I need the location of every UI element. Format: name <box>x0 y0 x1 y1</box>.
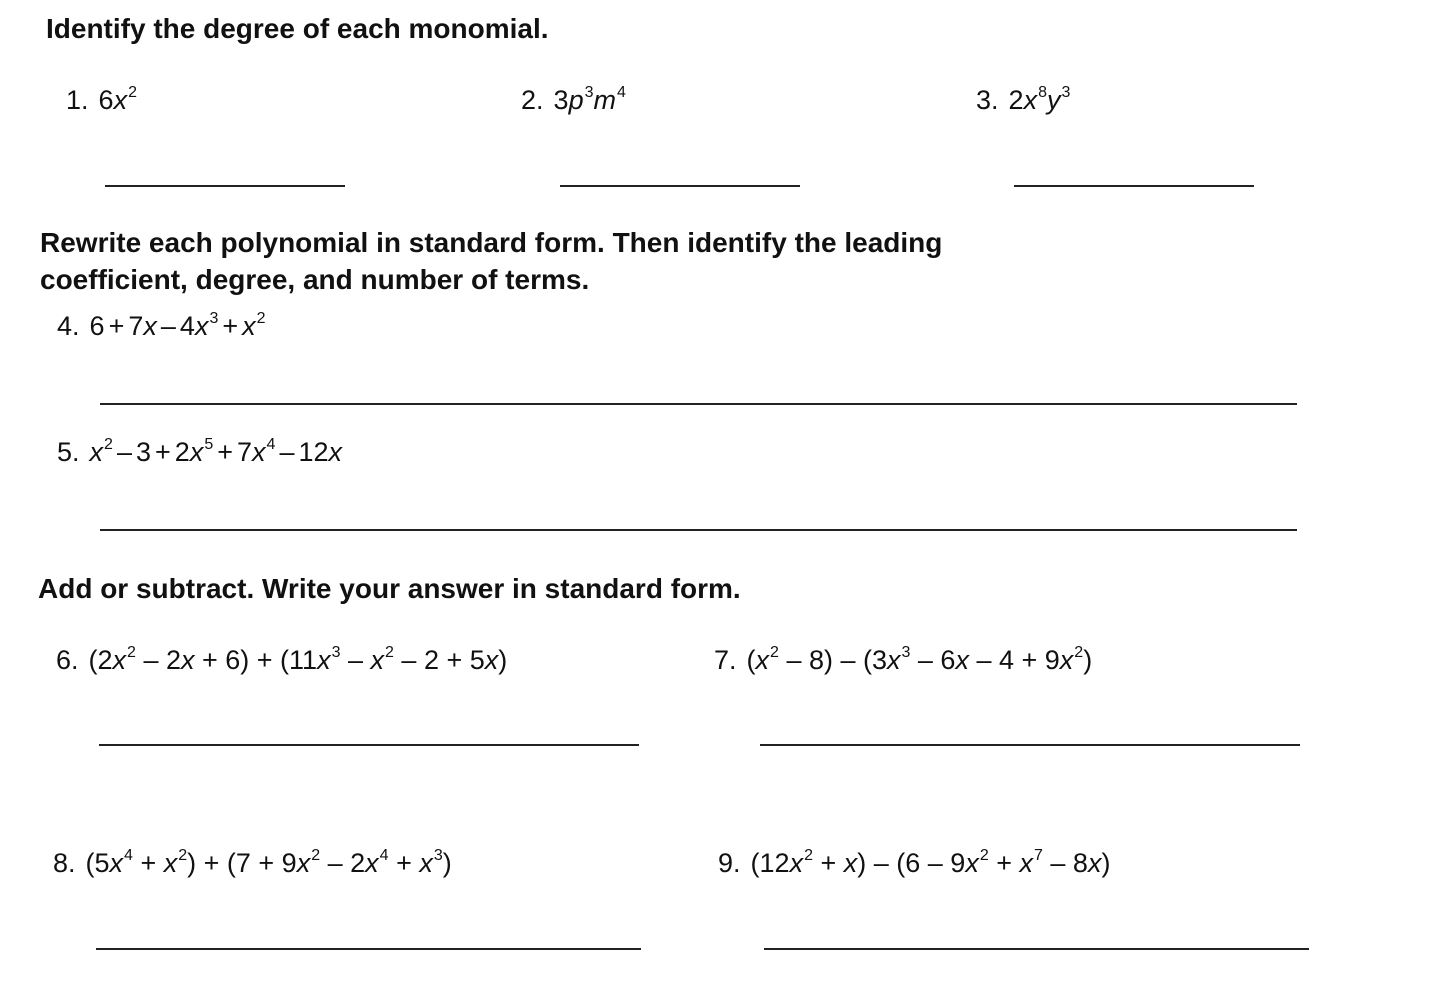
problem-8: 8. $(5x^4 + x^2) + (7 + 9x^2 - 2x^4 + x^3)$ <box>53 847 452 878</box>
problem-number: 8. <box>53 848 76 878</box>
answer-line-8 <box>96 948 641 950</box>
problem-number: 2. <box>521 85 544 115</box>
problem-number: 9. <box>718 848 741 878</box>
answer-line-3 <box>1014 185 1254 187</box>
problem-number: 5. <box>57 437 80 467</box>
problem-number: 6. <box>56 645 79 675</box>
problem-3: 3. $2x^8y^3$ <box>976 84 1071 115</box>
answer-line-6 <box>99 744 639 746</box>
section-heading-standard-form-2: coefficient, degree, and number of terms. <box>40 264 590 295</box>
section-heading-add-subtract: Add or subtract. Write your answer in standard form. <box>38 573 741 604</box>
problem-number: 4. <box>57 311 80 341</box>
problem-7: 7. $(x^2 - 8) - (3x^3 - 6x - 4 + 9x^2)$ <box>714 644 1093 675</box>
problem-2: 2. $3p^3m^4$ <box>521 84 626 115</box>
problem-number: 1. <box>66 85 89 115</box>
answer-line-4 <box>100 403 1297 405</box>
answer-line-9 <box>764 948 1309 950</box>
section-heading-standard-form-1: Rewrite each polynomial in standard form. Then identify the leading <box>40 227 943 258</box>
problem-1: 1. $6x^2$ <box>66 84 137 115</box>
answer-line-2 <box>560 185 800 187</box>
problem-number: 7. <box>714 645 737 675</box>
section-heading-degree: Identify the degree of each monomial. <box>46 13 549 44</box>
problem-6: 6. $(2x^2 - 2x + 6) + (11x^3 - x^2 - 2 + 5x)$ <box>56 644 508 675</box>
problem-5: 5. $x^2 - 3 + 2x^5 + 7x^4 - 12x$ <box>57 436 343 467</box>
answer-line-1 <box>105 185 345 187</box>
answer-line-5 <box>100 529 1297 531</box>
problem-number: 3. <box>976 85 999 115</box>
problem-4: 4. $6 + 7x - 4x^3 + x^2$ <box>57 310 266 341</box>
problem-9: 9. $(12x^2 + x) - (6 - 9x^2 + x^7 - 8x)$ <box>718 847 1111 878</box>
answer-line-7 <box>760 744 1300 746</box>
